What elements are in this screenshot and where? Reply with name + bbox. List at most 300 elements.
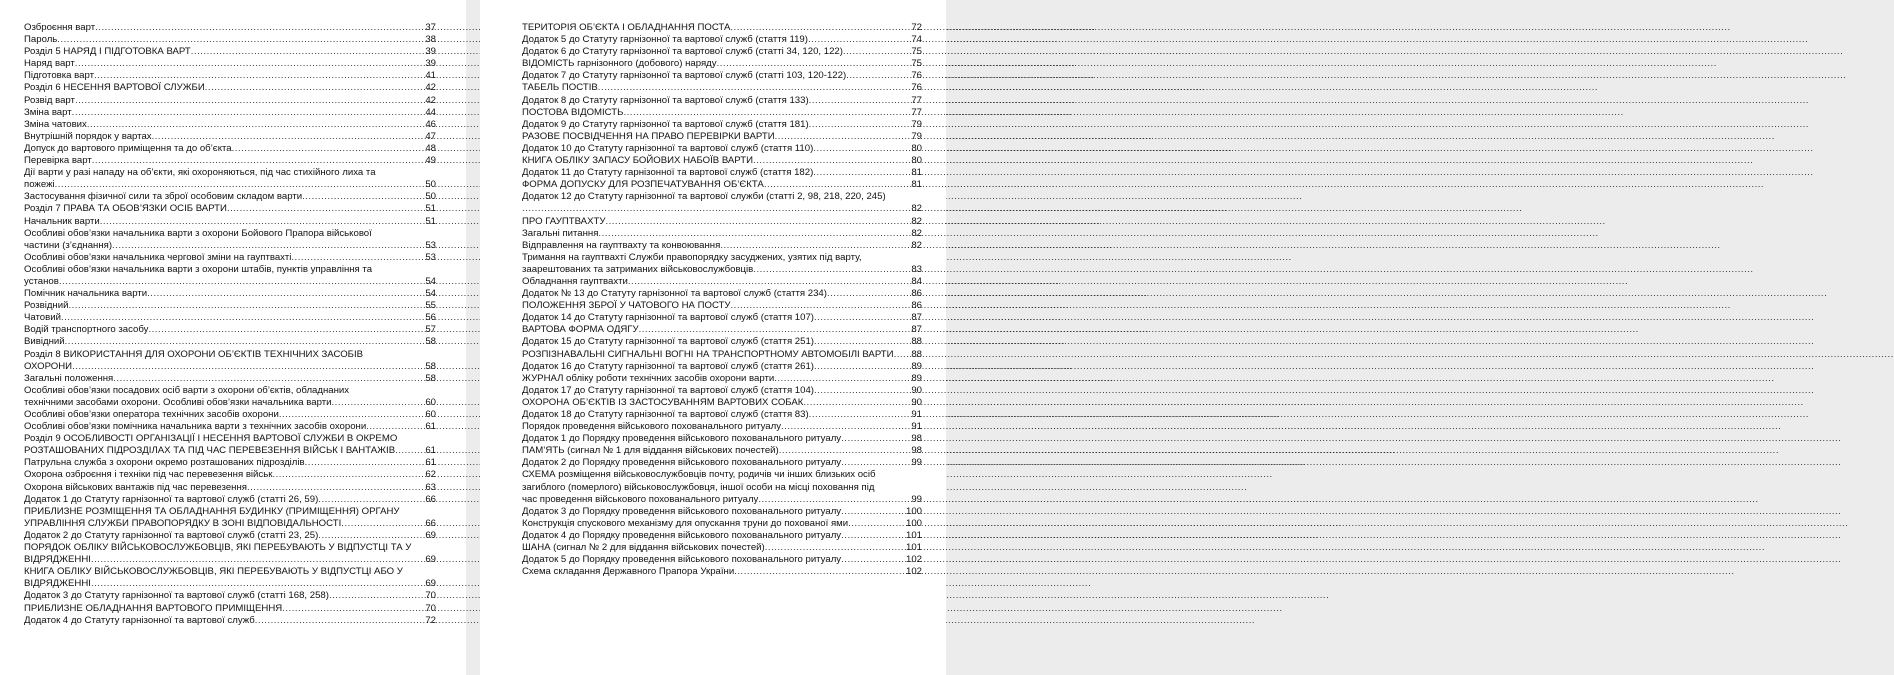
toc-dot-leader — [318, 530, 424, 542]
toc-entry[interactable] — [522, 240, 922, 252]
toc-entry-title-line: Додаток 12 до Статуту гарнізонної та вартової служби (статті 2, 98, 218, 220, 245) — [522, 191, 886, 203]
toc-entry-title: Додаток 16 до Статуту гарнізонної та вартової служб (стаття 261) — [522, 360, 815, 372]
toc-page-number: 77 — [911, 106, 922, 118]
toc-dot-leader — [92, 155, 425, 167]
toc-entry-title: Особливі обов’язки оператора технічних засобів охорони — [24, 409, 279, 420]
toc-entry-title: ВІДРЯДЖЕННІ — [24, 578, 91, 590]
toc-entry-title: Пароль — [24, 34, 58, 46]
toc-page-number: 75 — [911, 46, 922, 58]
toc-entry-title: Вивідний — [24, 336, 65, 348]
toc-entry-title: ТАБЕЛЬ ПОСТІВ — [522, 82, 598, 94]
toc-dot-leader — [205, 82, 425, 94]
toc-entry[interactable] — [522, 276, 922, 288]
toc-entry[interactable] — [522, 22, 922, 34]
toc-entry-title: Додаток 3 до Порядку проведення військового похованального ритуалу — [522, 505, 842, 517]
toc-page-number: 62 — [425, 469, 436, 481]
toc-dot-leader — [305, 457, 425, 469]
toc-entry[interactable] — [522, 119, 922, 131]
toc-dot-leader — [814, 385, 910, 397]
toc-dot-leader — [279, 409, 425, 421]
toc-page-number: 79 — [911, 118, 922, 130]
toc-page-number: 70 — [425, 602, 436, 614]
toc-entry[interactable] — [24, 82, 436, 94]
toc-entry-title: Конструкція спускового механізму для опускання труни до похованої ями — [522, 517, 849, 529]
toc-dot-leader — [72, 107, 425, 119]
toc-entry[interactable] — [522, 336, 922, 348]
toc-entry[interactable] — [24, 167, 436, 191]
toc-entry[interactable] — [522, 82, 922, 94]
toc-entry-title-line: загиблого (померлого) військовослужбовця, іншої особи на місці поховання під — [522, 481, 875, 493]
toc-entry-title-line: ПОРЯДОК ОБЛІКУ ВІЙСЬКОВОСЛУЖБОВЦІВ, ЯКІ ПЕРЕБУВАЮТЬ У ВІДПУСТЦІ ТА У — [24, 542, 412, 554]
toc-entry[interactable] — [24, 530, 436, 542]
toc-entry[interactable] — [522, 216, 922, 228]
toc-entry[interactable] — [24, 615, 436, 627]
toc-dot-leader — [808, 34, 910, 46]
toc-entry[interactable] — [24, 324, 436, 336]
toc-entry[interactable] — [24, 22, 436, 34]
toc-page-number: 50 — [425, 179, 436, 191]
toc-page-number: 51 — [425, 203, 436, 215]
toc-page-number: 102 — [905, 566, 922, 578]
toc-entry-title: Перевірка варт — [24, 155, 92, 167]
toc-entry[interactable] — [24, 119, 436, 131]
toc-page-number: 54 — [425, 275, 436, 287]
toc-dot-leader — [730, 22, 910, 34]
toc-dot-leader — [148, 324, 424, 336]
toc-page-number: 99 — [911, 493, 922, 505]
toc-entry-title: Допуск до вартового приміщення та до об’єкта — [24, 142, 232, 154]
toc-entry[interactable] — [522, 58, 922, 70]
toc-dot-leader — [781, 421, 910, 433]
toc-page-number: 47 — [425, 130, 436, 142]
toc-entry[interactable] — [24, 300, 436, 312]
toc-dot-leader — [843, 46, 910, 58]
toc-entry-title: Застосування фізичної сили та зброї особовим складом варти — [24, 191, 303, 203]
toc-entry-title: ТЕРИТОРІЯ ОБ’ЄКТА І ОБЛАДНАННЯ ПОСТА — [522, 22, 731, 33]
toc-entry-title: ПАМ’ЯТЬ (сигнал № 1 для віддання військових почестей) — [522, 445, 779, 457]
toc-page-number: 91 — [911, 421, 922, 433]
toc-page-number: 76 — [911, 70, 922, 82]
toc-entry-title: Підготовка варт — [24, 70, 95, 82]
toc-dot-leader — [775, 131, 911, 143]
toc-entry-title: Додаток 11 до Статуту гарнізонної та вартової служб (стаття 182) — [522, 167, 814, 179]
toc-entry-title: Додаток 1 до Порядку проведення військового похованального ритуалу — [522, 433, 842, 445]
toc-page-number: 53 — [425, 239, 436, 251]
toc-entry[interactable] — [24, 421, 436, 433]
toc-entry[interactable] — [24, 542, 436, 566]
toc-entry-title-line: ПРИБЛИЗНЕ РОЗМІЩЕННЯ ТА ОБЛАДНАННЯ БУДИНКУ (ПРИМІЩЕННЯ) ОРГАНУ — [24, 505, 400, 517]
toc-page-number: 70 — [425, 590, 436, 602]
toc-dot-leader — [57, 34, 424, 46]
toc-entry[interactable] — [522, 469, 922, 505]
toc-dot-leader — [75, 58, 425, 70]
toc-entry-title: Наряд варт — [24, 58, 75, 70]
toc-page-number: 100 — [905, 517, 922, 529]
toc-entry-title: частини (з’єднання) — [24, 239, 113, 251]
toc-dot-leader — [87, 119, 425, 131]
toc-entry[interactable] — [24, 131, 436, 143]
toc-entry-title: Розділ 6 НЕСЕННЯ ВАРТОВОЇ СЛУЖБИ — [24, 82, 205, 94]
toc-entry-title: Додаток 6 до Статуту гарнізонної та вартової служб (статті 34, 120, 122) — [522, 46, 843, 58]
toc-entry-title: Додаток 3 до Статуту гарнізонної та вартової служб (статті 168, 258) — [24, 590, 329, 602]
toc-dot-leader — [152, 131, 425, 143]
toc-page-number: 75 — [911, 58, 922, 70]
toc-entry[interactable] — [522, 542, 922, 554]
toc-entry[interactable] — [522, 34, 922, 46]
toc-entry-title: Додаток 2 до Статуту гарнізонної та вартової служб (статті 23, 25) — [24, 529, 319, 541]
toc-entry-title-line: Особливі обов’язки начальника варти з охорони Бойового Прапора військової — [24, 227, 372, 239]
toc-dot-leader — [232, 143, 425, 155]
toc-page-number: 61 — [425, 445, 436, 457]
toc-entry-title: ПРИБЛИЗНЕ ОБЛАДНАННЯ ВАРТОВОГО ПРИМІЩЕННЯ — [24, 602, 283, 614]
toc-entry[interactable] — [522, 433, 922, 445]
toc-entry-title: Додаток 9 до Статуту гарнізонної та вартової служб (стаття 181) — [522, 118, 809, 130]
toc-entry[interactable] — [24, 312, 436, 324]
toc-entry-title: УПРАВЛІННЯ СЛУЖБИ ПРАВОПОРЯДКУ В ЗОНІ ВІДПОВІДАЛЬНОСТІ — [24, 517, 342, 529]
toc-entry-title: Додаток 8 до Статуту гарнізонної та вартової служб (стаття 133) — [522, 94, 809, 106]
toc-right-page — [480, 0, 946, 675]
toc-entry[interactable] — [522, 95, 922, 107]
toc-entry-title: ШАНА (сигнал № 2 для віддання військових почестей) — [522, 542, 765, 554]
toc-page-number: 77 — [911, 94, 922, 106]
toc-entry-title: Додаток 1 до Статуту гарнізонної та вартової служб (статті 26, 59) — [24, 493, 319, 505]
toc-page-number: 101 — [905, 529, 922, 541]
toc-entry-title: ЖУРНАЛ обліку роботи технічних засобів охорони варти — [522, 372, 775, 384]
toc-page-number: 74 — [911, 34, 922, 46]
toc-page-number: 37 — [425, 22, 436, 33]
toc-page-number: 49 — [425, 155, 436, 167]
toc-dot-leader — [809, 95, 911, 107]
toc-entry[interactable] — [522, 46, 922, 58]
toc-entry-title: Розвід варт — [24, 94, 75, 106]
toc-dot-leader — [318, 494, 424, 506]
toc-dot-leader — [753, 155, 910, 167]
toc-entry-title: Додаток № 13 до Статуту гарнізонної та вартової служб (стаття 234) — [522, 288, 827, 300]
toc-entry-title: РОЗПІЗНАВАЛЬНІ СИГНАЛЬНІ ВОГНІ НА ТРАНСПОРТНОМУ АВТОМОБІЛІ ВАРТИ — [522, 348, 894, 360]
toc-dot-leader — [734, 566, 905, 578]
toc-page-number: 61 — [425, 457, 436, 469]
toc-entry-title: Внутрішній порядок у вартах — [24, 130, 152, 142]
toc-entry[interactable] — [24, 506, 436, 530]
toc-entry[interactable] — [522, 361, 922, 373]
toc-entry-title: Додаток 15 до Статуту гарнізонної та вартової служб (стаття 251) — [522, 336, 815, 348]
toc-entry-title: Обладнання гауптвахти — [522, 275, 628, 287]
toc-entry[interactable] — [24, 203, 436, 215]
toc-entry-title: Загальні питання — [522, 227, 599, 239]
toc-page-number: 91 — [911, 409, 922, 420]
toc-page-number: 72 — [911, 22, 922, 33]
toc-entry[interactable] — [522, 554, 922, 566]
toc-page-number: 90 — [911, 384, 922, 396]
toc-entry[interactable] — [522, 288, 922, 300]
toc-page-number: 42 — [425, 82, 436, 94]
toc-entry[interactable] — [24, 409, 436, 421]
toc-entry-title-line: Тримання на гауптвахті Служби правопорядку засуджених, узятих під варту, — [522, 251, 862, 263]
toc-entry-title: Начальник варти — [24, 215, 100, 227]
toc-dot-leader — [809, 409, 911, 421]
toc-dot-leader — [605, 216, 910, 228]
toc-entry[interactable] — [24, 155, 436, 167]
toc-dot-leader — [91, 578, 424, 590]
toc-entry-title: ОХОРОНИ — [24, 360, 73, 372]
toc-page-number: 80 — [911, 142, 922, 154]
toc-entry[interactable] — [24, 603, 436, 615]
toc-entry[interactable] — [522, 191, 922, 215]
toc-dot-leader — [814, 312, 910, 324]
toc-page-number: 44 — [425, 106, 436, 118]
toc-entry[interactable] — [522, 179, 922, 191]
toc-dot-leader — [841, 457, 910, 469]
toc-entry[interactable] — [24, 216, 436, 228]
toc-dot-leader — [147, 288, 424, 300]
toc-entry[interactable] — [24, 252, 436, 264]
toc-entry-title: заарештованих та затриманих військовослужбовців — [522, 263, 754, 275]
toc-page-number: 101 — [905, 542, 922, 554]
toc-page-number: 57 — [425, 324, 436, 336]
toc-entry[interactable] — [24, 70, 436, 82]
toc-entry-title: Зміна чатових — [24, 118, 87, 130]
toc-entry[interactable] — [24, 590, 436, 602]
toc-entry[interactable] — [522, 349, 922, 361]
toc-dot-leader — [717, 58, 911, 70]
toc-page-number: 81 — [911, 167, 922, 179]
toc-page-number: 89 — [911, 360, 922, 372]
toc-page-number: 80 — [911, 155, 922, 167]
toc-entry[interactable] — [522, 70, 922, 82]
toc-entry[interactable] — [24, 264, 436, 288]
toc-page-number: 82 — [911, 227, 922, 239]
toc-entry-title: ПОСТОВА ВІДОМІСТЬ — [522, 106, 624, 118]
toc-entry[interactable] — [24, 385, 436, 409]
toc-entry[interactable] — [24, 482, 436, 494]
toc-entry-title: КНИГА ОБЛІКУ ЗАПАСУ БОЙОВИХ НАБОЇВ ВАРТИ — [522, 155, 754, 167]
toc-dot-leader — [272, 469, 424, 481]
toc-dot-leader — [846, 70, 910, 82]
toc-dot-leader — [758, 494, 910, 506]
toc-entry-title: Розділ 7 ПРАВА ТА ОБОВ’ЯЗКИ ОСІБ ВАРТИ — [24, 203, 227, 215]
toc-dot-leader — [329, 590, 424, 602]
toc-entry-title: Додаток 17 до Статуту гарнізонної та вартової служб (стаття 104) — [522, 384, 815, 396]
toc-page-number: 41 — [425, 70, 436, 82]
toc-entry[interactable] — [24, 34, 436, 46]
toc-entry[interactable] — [522, 300, 922, 312]
toc-entry-title: ВІДОМІСТЬ гарнізонного (добового) наряду — [522, 58, 717, 70]
toc-page-number: 58 — [425, 336, 436, 348]
toc-entry[interactable] — [24, 95, 436, 107]
toc-entry-title: Водій транспортного засобу — [24, 324, 149, 336]
toc-dot-leader — [813, 143, 910, 155]
toc-entry[interactable] — [24, 566, 436, 590]
toc-entry-title-line: Особливі обов’язки начальника варти з охорони штабів, пунктів управління та — [24, 263, 373, 275]
toc-entry[interactable] — [24, 107, 436, 119]
toc-dot-leader — [894, 349, 911, 361]
toc-page-number: 58 — [425, 360, 436, 372]
toc-entry-title: Особливі обов’язки начальника чергової зміни на гауптвахті — [24, 251, 292, 263]
toc-dot-leader — [72, 361, 424, 373]
toc-entry-title: Додаток 10 до Статуту гарнізонної та вартової служб (стаття 110) — [522, 142, 814, 154]
toc-page-number: 60 — [425, 396, 436, 408]
toc-dot-leader — [753, 264, 910, 276]
toc-dot-leader — [366, 421, 424, 433]
toc-dot-leader — [94, 70, 424, 82]
toc-page-number: 39 — [425, 46, 436, 58]
toc-entry[interactable] — [522, 530, 922, 542]
toc-page-number: 55 — [425, 300, 436, 312]
toc-entry-title: ВАРТОВА ФОРМА ОДЯГУ — [522, 324, 639, 336]
toc-entry-title: Патрульна служба з охорони окремо розташованих підрозділів — [24, 457, 305, 469]
toc-dot-leader — [841, 554, 905, 566]
toc-entry[interactable] — [24, 288, 436, 300]
toc-page-number: 60 — [425, 409, 436, 420]
toc-entry[interactable] — [522, 445, 922, 457]
toc-dot-leader — [814, 336, 910, 348]
toc-entry[interactable] — [522, 506, 922, 518]
toc-page-number: 98 — [911, 445, 922, 457]
toc-entry[interactable] — [24, 228, 436, 252]
toc-page-number: 54 — [425, 288, 436, 300]
toc-entry[interactable] — [522, 373, 922, 385]
toc-entry-title: Додаток 4 до Статуту гарнізонної та вартової служб — [24, 614, 255, 626]
toc-dot-leader — [112, 240, 424, 252]
toc-entry-title: ОХОРОНА ОБ’ЄКТІВ ІЗ ЗАСТОСУВАННЯМ ВАРТОВИХ СОБАК — [522, 396, 804, 408]
toc-page-number: 56 — [425, 312, 436, 324]
toc-entry[interactable] — [24, 433, 436, 457]
toc-entry-title: Охорона військових вантажів під час перевезення — [24, 481, 247, 493]
toc-entry-title: пожежі — [24, 179, 55, 191]
toc-entry[interactable] — [24, 349, 436, 373]
toc-page-number: 100 — [905, 505, 922, 517]
toc-dot-leader — [395, 445, 424, 457]
toc-dot-leader — [841, 433, 910, 445]
toc-dot-leader — [841, 530, 905, 542]
toc-entry[interactable] — [24, 336, 436, 348]
toc-entry[interactable] — [522, 397, 922, 409]
toc-entry[interactable] — [522, 167, 922, 179]
toc-dot-leader — [75, 95, 424, 107]
toc-dot-leader — [809, 119, 911, 131]
toc-entry[interactable] — [24, 457, 436, 469]
toc-entry-title: Охорона озброєння і техніки під час перевезення військ — [24, 469, 273, 481]
toc-dot-leader — [291, 252, 424, 264]
toc-entry-title-line: Розділ 9 ОСОБЛИВОСТІ ОРГАНІЗАЦІЇ І НЕСЕННЯ ВАРТОВОЇ СЛУЖБИ В ОКРЕМО — [24, 433, 398, 445]
toc-page-number: 39 — [425, 58, 436, 70]
toc-entry[interactable] — [522, 107, 922, 119]
toc-dot-leader — [95, 22, 424, 34]
toc-page-number: 72 — [425, 614, 436, 626]
toc-dot-leader — [227, 203, 424, 215]
toc-entry-title: Схема складання Державного Прапора України — [522, 566, 735, 578]
toc-entry-title: ВІДРЯДЖЕННІ — [24, 554, 91, 566]
toc-dot-leader — [720, 240, 910, 252]
toc-left-page — [0, 0, 466, 675]
toc-entry-title: Помічник начальника варти — [24, 288, 148, 300]
toc-entry[interactable] — [522, 457, 922, 469]
toc-page-number: 89 — [911, 372, 922, 384]
toc-entry[interactable] — [24, 494, 436, 506]
toc-entry-title: Додаток 4 до Порядку проведення військового похованального ритуалу — [522, 529, 842, 541]
toc-page-number: 87 — [911, 324, 922, 336]
toc-page-number: 98 — [911, 433, 922, 445]
toc-entry[interactable] — [24, 46, 436, 58]
toc-entry[interactable] — [522, 155, 922, 167]
toc-entry-title: Розділ 5 НАРЯД І ПІДГОТОВКА ВАРТ — [24, 46, 191, 58]
toc-dot-leader — [598, 82, 911, 94]
toc-page-number: 82 — [911, 203, 922, 215]
toc-entry-title: Озброєння варт — [24, 22, 96, 33]
toc-dot-leader — [191, 46, 425, 58]
toc-entry[interactable] — [522, 228, 922, 240]
toc-entry[interactable] — [522, 312, 922, 324]
toc-page-number: 82 — [911, 215, 922, 227]
toc-page-number: 53 — [425, 251, 436, 263]
toc-entry-title: Зміна варт — [24, 106, 72, 118]
toc-entry-title: установ — [24, 275, 59, 287]
toc-dot-leader — [731, 300, 911, 312]
toc-entry[interactable] — [24, 469, 436, 481]
toc-page-number: 82 — [911, 239, 922, 251]
toc-page-number: 69 — [425, 529, 436, 541]
toc-page-number: 79 — [911, 130, 922, 142]
toc-entry[interactable] — [522, 143, 922, 155]
toc-entry-title: Додаток 14 до Статуту гарнізонної та вартової служб (стаття 107) — [522, 312, 815, 324]
toc-entry[interactable] — [24, 373, 436, 385]
toc-dot-leader — [68, 300, 424, 312]
toc-dot-leader — [55, 179, 425, 191]
toc-entry-title: Відправлення на гауптвахту та конвоювання — [522, 239, 721, 251]
toc-dot-leader — [827, 288, 910, 300]
toc-dot-leader — [598, 228, 910, 240]
toc-entry[interactable] — [522, 518, 922, 530]
toc-page-number: 81 — [911, 179, 922, 191]
toc-page-number: 66 — [425, 493, 436, 505]
toc-dot-leader — [848, 518, 905, 530]
toc-entry[interactable] — [522, 566, 922, 578]
toc-page-number: 76 — [911, 82, 922, 94]
toc-entry[interactable] — [24, 143, 436, 155]
toc-entry[interactable] — [522, 252, 922, 276]
toc-entry-title: РОЗТАШОВАНИХ ПІДРОЗДІЛАХ ТА ПІД ЧАС ПЕРЕВЕЗЕННЯ ВІЙСЬК І ВАНТАЖІВ — [24, 445, 396, 457]
toc-entry-title-line: Особливі обов’язки посадових осіб варти з охорони об’єктів, обладнаних — [24, 384, 350, 396]
toc-dot-leader — [61, 312, 424, 324]
toc-page-number: 99 — [911, 457, 922, 469]
toc-entry-title: ФОРМА ДОПУСКУ ДЛЯ РОЗПЕЧАТУВАННЯ ОБ’ЄКТА — [522, 179, 764, 191]
toc-entry-title: Додаток 5 до Статуту гарнізонної та вартової служб (стаття 119) — [522, 34, 808, 46]
toc-dot-leader — [341, 518, 424, 530]
toc-entry[interactable] — [24, 58, 436, 70]
toc-entry[interactable] — [522, 421, 922, 433]
toc-page-number: 87 — [911, 312, 922, 324]
toc-entry[interactable] — [522, 409, 922, 421]
toc-dot-leader — [282, 603, 424, 615]
toc-page-number: 51 — [425, 215, 436, 227]
toc-entry[interactable] — [24, 191, 436, 203]
toc-page-number: 66 — [425, 517, 436, 529]
toc-entry[interactable] — [522, 131, 922, 143]
toc-dot-leader — [803, 397, 910, 409]
toc-page-number: 86 — [911, 288, 922, 300]
toc-page-number: 50 — [425, 191, 436, 203]
toc-page-number: 90 — [911, 396, 922, 408]
toc-dot-leader — [774, 373, 910, 385]
toc-entry-title: Порядок проведення військового похованального ритуалу — [522, 421, 781, 433]
toc-entry[interactable] — [522, 324, 922, 336]
toc-entry[interactable] — [522, 385, 922, 397]
toc-page-number: 58 — [425, 372, 436, 384]
toc-page-number: 69 — [425, 554, 436, 566]
toc-entry-title-line: СХЕМА розміщення військовослужбовців почту, родичів чи інших близьких осіб — [522, 469, 876, 481]
toc-dot-leader — [302, 191, 424, 203]
toc-page-number: 83 — [911, 263, 922, 275]
